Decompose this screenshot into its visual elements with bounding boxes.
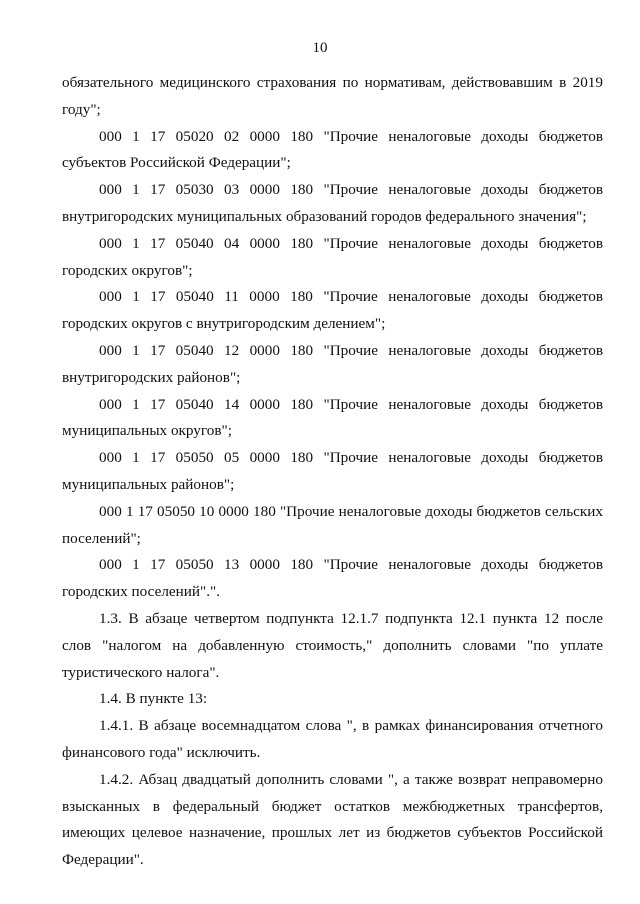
paragraph: 000 1 17 05030 03 0000 180 "Прочие неналоговые доходы бюджетов внутригородских муниципальных образований городов федерального значения"; — [62, 181, 603, 225]
paragraph: обязательного медицинского страхования по нормативам, действовавшим в 2019 году"; — [62, 74, 603, 118]
document-body — [62, 70, 603, 874]
paragraph: 000 1 17 05040 11 0000 180 "Прочие неналоговые доходы бюджетов городских округов с внутригородским делением"; — [62, 288, 603, 333]
paragraph: 1.4.2. Абзац двадцатый дополнить словами ", а также возврат неправомерно взысканных в федеральный бюджет остатков межбюджетных трансфертов, имеющих целевое назначение, прошлых лет из бюджетов субъектов Российской Федерации". — [62, 770, 603, 869]
paragraph: 1.4.1. В абзаце восемнадцатом слова ", в рамках финансирования отчетного финансового года" исключить. — [62, 717, 603, 761]
paragraph: 000 1 17 05050 13 0000 180 "Прочие неналоговые доходы бюджетов городских поселений".". — [62, 556, 603, 601]
paragraph: 000 1 17 05050 05 0000 180 "Прочие неналоговые доходы бюджетов муниципальных районов"; — [62, 449, 603, 493]
paragraph: 1.4. В пункте 13: — [99, 690, 208, 708]
page-number: 10 — [312, 40, 328, 56]
paragraph: 1.3. В абзаце четвертом подпункта 12.1.7 подпункта 12.1 пункта 12 после слов "налогом на добавленную стоимость," дополнить словами "по уплате туристического налога". — [62, 609, 603, 681]
paragraph: 000 1 17 05020 02 0000 180 "Прочие неналоговые доходы бюджетов субъектов Российской Федерации"; — [62, 127, 603, 172]
paragraph: 000 1 17 05050 10 0000 180 "Прочие неналоговые доходы бюджетов сельских поселений"; — [62, 502, 603, 547]
paragraph: 000 1 17 05040 14 0000 180 "Прочие неналоговые доходы бюджетов муниципальных округов"; — [62, 395, 603, 440]
paragraph: 000 1 17 05040 04 0000 180 "Прочие неналоговые доходы бюджетов городских округов"; — [62, 234, 603, 279]
paragraph: 000 1 17 05040 12 0000 180 "Прочие неналоговые доходы бюджетов внутригородских районов"; — [62, 341, 603, 386]
